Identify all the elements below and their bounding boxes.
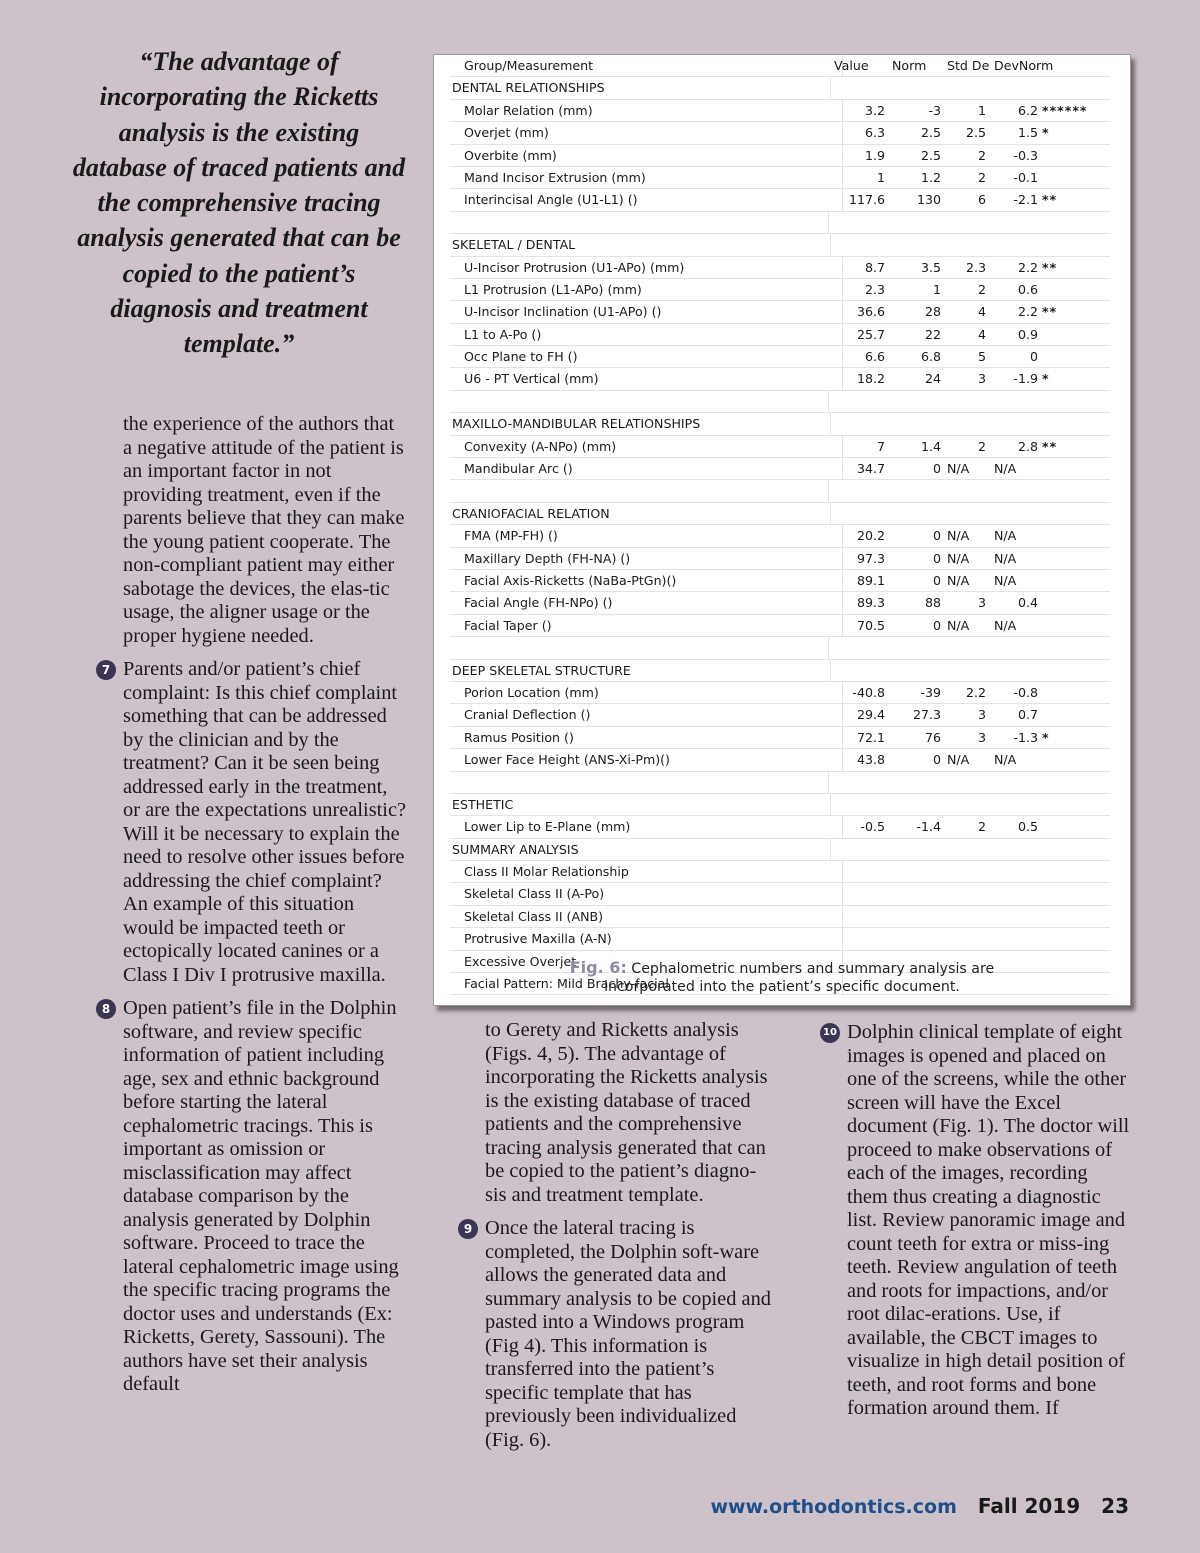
cell-norm: 76 xyxy=(924,729,941,745)
cell-dev-norm: -1.9 xyxy=(1013,371,1038,387)
cell-norm: 130 xyxy=(916,192,941,208)
cell-dev-norm: 0.7 xyxy=(1017,707,1038,723)
cell-measurement: Convexity (A-NPo) (mm) xyxy=(450,436,843,457)
table-row xyxy=(450,525,1110,547)
paragraph-lateral-tracing-text: Once the lateral tracing is completed, the Dolphin soft-ware allows the generated data and summary analysis to be copied and pasted into a Windows program (Fig 4). This information is transferred into the patient’s specific template that has previously been individualized (Fig. 6). xyxy=(485,1217,771,1451)
table-row xyxy=(450,301,1110,323)
cell-dev-norm: 2.2 xyxy=(1017,304,1038,320)
cell-dev-norm: -2.1 xyxy=(1013,192,1038,208)
cell-measurement: Facial Axis-Ricketts (NaBa-PtGn)() xyxy=(450,570,843,591)
step-7-bullet: 7 xyxy=(96,660,116,680)
cell-std-dev: 2.5 xyxy=(965,125,986,141)
cell-value: -40.8 xyxy=(852,684,885,700)
cell-significance: * xyxy=(1042,729,1050,745)
cell-measurement: Skeletal Class II (A-Po) xyxy=(450,883,843,904)
table-group-row xyxy=(450,660,1110,682)
header-dev-norm: DevNorm xyxy=(994,58,1054,73)
cell-norm: 28 xyxy=(924,304,941,320)
table-row xyxy=(450,458,1110,480)
cell-measurement: Overjet (mm) xyxy=(450,122,843,143)
cell-measurement xyxy=(450,212,829,233)
cell-measurement: Class II Molar Relationship xyxy=(450,861,843,882)
cell-std-dev: N/A xyxy=(947,572,970,588)
cell-value: 97.3 xyxy=(856,550,885,566)
cell-std-dev: N/A xyxy=(947,617,970,633)
cell-value: -0.5 xyxy=(860,819,885,835)
table-row xyxy=(450,257,1110,279)
cell-value: 18.2 xyxy=(856,371,885,387)
cell-measurement: Excessive Overjet xyxy=(450,951,843,972)
table-group-row xyxy=(450,839,1110,861)
cell-value: 20.2 xyxy=(856,528,885,544)
cell-value: 70.5 xyxy=(856,617,885,633)
cell-norm: 0 xyxy=(932,528,941,544)
paragraph-clinical-template xyxy=(823,1021,1132,1421)
table-row xyxy=(450,189,1110,211)
cell-value: 6.6 xyxy=(864,349,885,365)
cell-measurement: MAXILLO-MANDIBULAR RELATIONSHIPS xyxy=(450,413,831,434)
cell-value: 7 xyxy=(876,438,885,454)
cell-value: 2.3 xyxy=(864,281,885,297)
table-blank-row xyxy=(450,391,1110,413)
cell-significance: * xyxy=(1042,371,1050,387)
cell-measurement: Porion Location (mm) xyxy=(450,682,843,703)
spreadsheet xyxy=(450,55,1110,995)
cell-measurement: FMA (MP-FH) () xyxy=(450,525,843,546)
cell-measurement: Lower Lip to E-Plane (mm) xyxy=(450,816,843,837)
cell-value: 43.8 xyxy=(856,752,885,768)
cell-value: 6.3 xyxy=(864,125,885,141)
middle-column xyxy=(463,1019,775,1462)
cell-dev-norm: N/A xyxy=(994,528,1017,544)
cell-dev-norm: -0.1 xyxy=(1013,169,1038,185)
cell-measurement: Skeletal Class II (ANB) xyxy=(450,906,843,927)
cell-norm: 0 xyxy=(932,461,941,477)
cell-dev-norm: 6.2 xyxy=(1017,102,1038,118)
table-group-row xyxy=(450,503,1110,525)
figure-caption-line-2: incorporated into the patient’s specific document. xyxy=(604,979,960,995)
pull-quote: “The advantage of incorporating the Ricketts analysis is the existing database of traced patients and the comprehensive tracing analysis generated that can be copied to the patient’s diagnosis and treatment template.” xyxy=(72,47,406,359)
cell-measurement: Interincisal Angle (U1-L1) () xyxy=(450,189,843,210)
cell-significance: ** xyxy=(1042,438,1058,454)
cell-value: 89.1 xyxy=(856,572,885,588)
cell-measurement: Mandibular Arc () xyxy=(450,458,843,479)
table-row xyxy=(450,749,1110,771)
cell-norm: -39 xyxy=(920,684,941,700)
cell-norm: 88 xyxy=(924,595,941,611)
paragraph-negative-attitude: the experience of the authors that a negative attitude of the patient is an important factor in not providing treatment, even if the parents believe that they can make the young patient cooperate. The non-compliant patient may either sabotage the devices, the elas-tic usage, the aligner usage or the proper hygiene needed. xyxy=(123,413,405,647)
table-row xyxy=(450,346,1110,368)
cell-norm: 0 xyxy=(932,752,941,768)
cell-measurement: Occ Plane to FH () xyxy=(450,346,843,367)
cell-std-dev: 3 xyxy=(977,595,986,611)
figure-6-cephalometric-table xyxy=(433,54,1131,1006)
cell-dev-norm: N/A xyxy=(994,461,1017,477)
table-row xyxy=(450,592,1110,614)
table-row xyxy=(450,122,1110,144)
step-9-bullet: 9 xyxy=(458,1219,478,1239)
cell-dev-norm: N/A xyxy=(994,617,1017,633)
cell-value: 29.4 xyxy=(856,707,885,723)
cell-std-dev: 2.3 xyxy=(965,259,986,275)
cell-norm: 0 xyxy=(932,572,941,588)
cell-dev-norm: 0.5 xyxy=(1017,819,1038,835)
cell-dev-norm: -0.8 xyxy=(1013,684,1038,700)
cell-std-dev: 2 xyxy=(977,281,986,297)
cell-std-dev: 6 xyxy=(977,192,986,208)
cell-dev-norm: 0.4 xyxy=(1017,595,1038,611)
cell-measurement: Lower Face Height (ANS-Xi-Pm)() xyxy=(450,749,843,770)
cell-norm: 27.3 xyxy=(912,707,941,723)
table-row xyxy=(450,928,1110,950)
cell-value: 72.1 xyxy=(856,729,885,745)
table-row xyxy=(450,883,1110,905)
figure-caption-line-1: Cephalometric numbers and summary analysis are xyxy=(631,961,995,977)
cell-std-dev: 2 xyxy=(977,438,986,454)
cell-measurement: U-Incisor Inclination (U1-APo) () xyxy=(450,301,843,322)
cell-value: 1 xyxy=(876,169,885,185)
cell-std-dev: 3 xyxy=(977,729,986,745)
table-header-row xyxy=(450,55,1110,77)
cell-value: 89.3 xyxy=(856,595,885,611)
cell-measurement: Facial Taper () xyxy=(450,615,843,636)
left-column xyxy=(101,413,408,1407)
right-column xyxy=(823,1021,1132,1431)
cell-std-dev: 4 xyxy=(977,304,986,320)
table-row xyxy=(450,100,1110,122)
cell-std-dev: 3 xyxy=(977,371,986,387)
page-number: 23 xyxy=(1101,1494,1129,1518)
cell-measurement: DEEP SKELETAL STRUCTURE xyxy=(450,660,831,681)
cell-std-dev: N/A xyxy=(947,528,970,544)
cell-norm: 0 xyxy=(932,617,941,633)
cell-measurement: L1 Protrusion (L1-APo) (mm) xyxy=(450,279,843,300)
table-row xyxy=(450,906,1110,928)
cell-measurement: Overbite (mm) xyxy=(450,145,843,166)
paragraph-ricketts-analysis: to Gerety and Ricketts analysis (Figs. 4, 5). The advantage of incorporating the Ricketts analysis is the existing database of traced patients and the comprehensive tracing analysis generated that can be copied to the patient’s diagno-sis and treatment template. xyxy=(485,1019,768,1206)
cell-std-dev: 2 xyxy=(977,147,986,163)
table-row xyxy=(450,570,1110,592)
figure-caption xyxy=(434,959,1130,996)
table-row xyxy=(450,167,1110,189)
cell-measurement: CRANIOFACIAL RELATION xyxy=(450,503,831,524)
cell-measurement: Mand Incisor Extrusion (mm) xyxy=(450,167,843,188)
table-blank-row xyxy=(450,480,1110,502)
table-row xyxy=(450,324,1110,346)
cell-norm: 1.2 xyxy=(920,169,941,185)
cell-dev-norm: 0.6 xyxy=(1017,281,1038,297)
cell-std-dev: N/A xyxy=(947,752,970,768)
table-row xyxy=(450,682,1110,704)
cell-dev-norm: 2.2 xyxy=(1017,259,1038,275)
cell-measurement: U-Incisor Protrusion (U1-APo) (mm) xyxy=(450,257,843,278)
table-group-row xyxy=(450,794,1110,816)
cell-significance: ** xyxy=(1042,304,1058,320)
table-row xyxy=(450,816,1110,838)
table-blank-row xyxy=(450,637,1110,659)
paragraph-clinical-template-text: Dolphin clinical template of eight images is opened and placed on one of the screens, while the other screen will have the Excel document (Fig. 1). The doctor will proceed to make observations of each of the images, recording them thus creating a diagnostic list. Review panoramic image and count teeth for extra or miss-ing teeth. Review angulation of teeth and roots for impactions, and/or root dilac-erations. Use, if available, the CBCT images to visualize in high detail position of teeth, and root forms and bone formation around them. If xyxy=(847,1021,1130,1419)
cell-norm: -3 xyxy=(928,102,941,118)
cell-std-dev: N/A xyxy=(947,461,970,477)
paragraph-dolphin-file-text: Open patient’s file in the Dolphin software, and review specific information of patient including age, sex and ethnic background before starting the lateral cephalometric tracings. This is important as omission or misclassification may affect database comparison by the analysis generated by Dolphin software. Proceed to trace the lateral cephalometric image using the specific tracing programs the doctor uses and understands (Ex: Ricketts, Gerety, Sassouni). The authors have set their analysis default xyxy=(123,997,399,1395)
header-norm: Norm xyxy=(892,58,927,73)
cell-norm: 2.5 xyxy=(920,147,941,163)
page-footer xyxy=(710,1494,1129,1518)
step-8-bullet: 8 xyxy=(96,999,116,1019)
cell-dev-norm: -0.3 xyxy=(1013,147,1038,163)
cell-norm: 3.5 xyxy=(920,259,941,275)
table-group-row xyxy=(450,413,1110,435)
cell-measurement: Cranial Deflection () xyxy=(450,704,843,725)
cell-std-dev: 2 xyxy=(977,819,986,835)
cell-measurement: Facial Pattern: Mild Brachy-facial xyxy=(450,973,843,994)
cell-measurement xyxy=(450,391,829,412)
cell-dev-norm: 2.8 xyxy=(1017,438,1038,454)
cell-measurement: Protrusive Maxilla (A-N) xyxy=(450,928,843,949)
cell-value: 3.2 xyxy=(864,102,885,118)
cell-dev-norm: 1.5 xyxy=(1017,125,1038,141)
table-row xyxy=(450,861,1110,883)
cell-value: 36.6 xyxy=(856,304,885,320)
cell-value: 34.7 xyxy=(856,461,885,477)
cell-dev-norm: -1.3 xyxy=(1013,729,1038,745)
table-row xyxy=(450,436,1110,458)
cell-significance: ** xyxy=(1042,192,1058,208)
cell-significance: * xyxy=(1042,125,1050,141)
footer-website-link[interactable]: www.orthodontics.com xyxy=(710,1496,957,1518)
paragraph-lateral-tracing xyxy=(463,1217,775,1452)
cell-norm: -1.4 xyxy=(916,819,941,835)
table-row xyxy=(450,727,1110,749)
cell-measurement: L1 to A-Po () xyxy=(450,324,843,345)
cell-value: 117.6 xyxy=(848,192,885,208)
cell-dev-norm: 0.9 xyxy=(1017,326,1038,342)
cell-norm: 24 xyxy=(924,371,941,387)
cell-norm: 0 xyxy=(932,550,941,566)
cell-std-dev: 4 xyxy=(977,326,986,342)
cell-dev-norm: N/A xyxy=(994,550,1017,566)
cell-value: 1.9 xyxy=(864,147,885,163)
cell-measurement: SKELETAL / DENTAL xyxy=(450,234,831,255)
cell-norm: 6.8 xyxy=(920,349,941,365)
table-row xyxy=(450,145,1110,167)
footer-issue: Fall 2019 xyxy=(977,1494,1081,1518)
paragraph-dolphin-file xyxy=(101,997,408,1397)
cell-norm: 2.5 xyxy=(920,125,941,141)
cell-std-dev: 2.2 xyxy=(965,684,986,700)
cell-measurement: SUMMARY ANALYSIS xyxy=(450,839,831,860)
cell-significance: ****** xyxy=(1042,102,1088,118)
cell-dev-norm: N/A xyxy=(994,572,1017,588)
header-value: Value xyxy=(834,58,869,73)
cell-dev-norm: N/A xyxy=(994,752,1017,768)
cell-value: 25.7 xyxy=(856,326,885,342)
table-row xyxy=(450,615,1110,637)
cell-measurement: ESTHETIC xyxy=(450,794,831,815)
table-group-row xyxy=(450,77,1110,99)
table-row xyxy=(450,368,1110,390)
cell-significance: ** xyxy=(1042,259,1058,275)
table-body xyxy=(450,77,1110,995)
figure-caption-label: Fig. 6: xyxy=(569,958,627,977)
cell-measurement xyxy=(450,637,829,658)
paragraph-chief-complaint-text: Parents and/or patient’s chief complaint: Is this chief complaint something that can be addressed by the clinician and by the treatment? Can it be seen being addressed early in the treatment, or are the expectations unrealistic? Will it be necessary to explain the need to resolve other issues before addressing the chief complaint? An example of this situation would be impacted teeth or ectopically located canines or a Class I Div I protrusive maxilla. xyxy=(123,658,407,986)
table-group-row xyxy=(450,234,1110,256)
cell-measurement: DENTAL RELATIONSHIPS xyxy=(450,77,831,98)
cell-std-dev: 1 xyxy=(977,102,986,118)
cell-measurement xyxy=(450,772,829,793)
cell-std-dev: 2 xyxy=(977,169,986,185)
table-row xyxy=(450,279,1110,301)
cell-norm: 22 xyxy=(924,326,941,342)
cell-dev-norm: 0 xyxy=(1029,349,1038,365)
table-blank-row xyxy=(450,212,1110,234)
cell-measurement: Ramus Position () xyxy=(450,727,843,748)
cell-norm: 1 xyxy=(932,281,941,297)
table-row xyxy=(450,548,1110,570)
cell-measurement: Maxillary Depth (FH-NA) () xyxy=(450,548,843,569)
cell-std-dev: 3 xyxy=(977,707,986,723)
cell-measurement: Molar Relation (mm) xyxy=(450,100,843,121)
cell-std-dev: N/A xyxy=(947,550,970,566)
cell-measurement: U6 - PT Vertical (mm) xyxy=(450,368,843,389)
paragraph-chief-complaint xyxy=(101,658,408,987)
step-10-bullet: 10 xyxy=(820,1023,840,1043)
cell-std-dev: 5 xyxy=(977,349,986,365)
table-blank-row xyxy=(450,772,1110,794)
cell-norm: 1.4 xyxy=(920,438,941,454)
cell-value: 8.7 xyxy=(864,259,885,275)
header-std-dev: Std De xyxy=(947,58,990,73)
cell-measurement xyxy=(450,480,829,501)
table-row xyxy=(450,704,1110,726)
header-group-measurement: Group/Measurement xyxy=(450,55,843,76)
cell-measurement: Facial Angle (FH-NPo) () xyxy=(450,592,843,613)
